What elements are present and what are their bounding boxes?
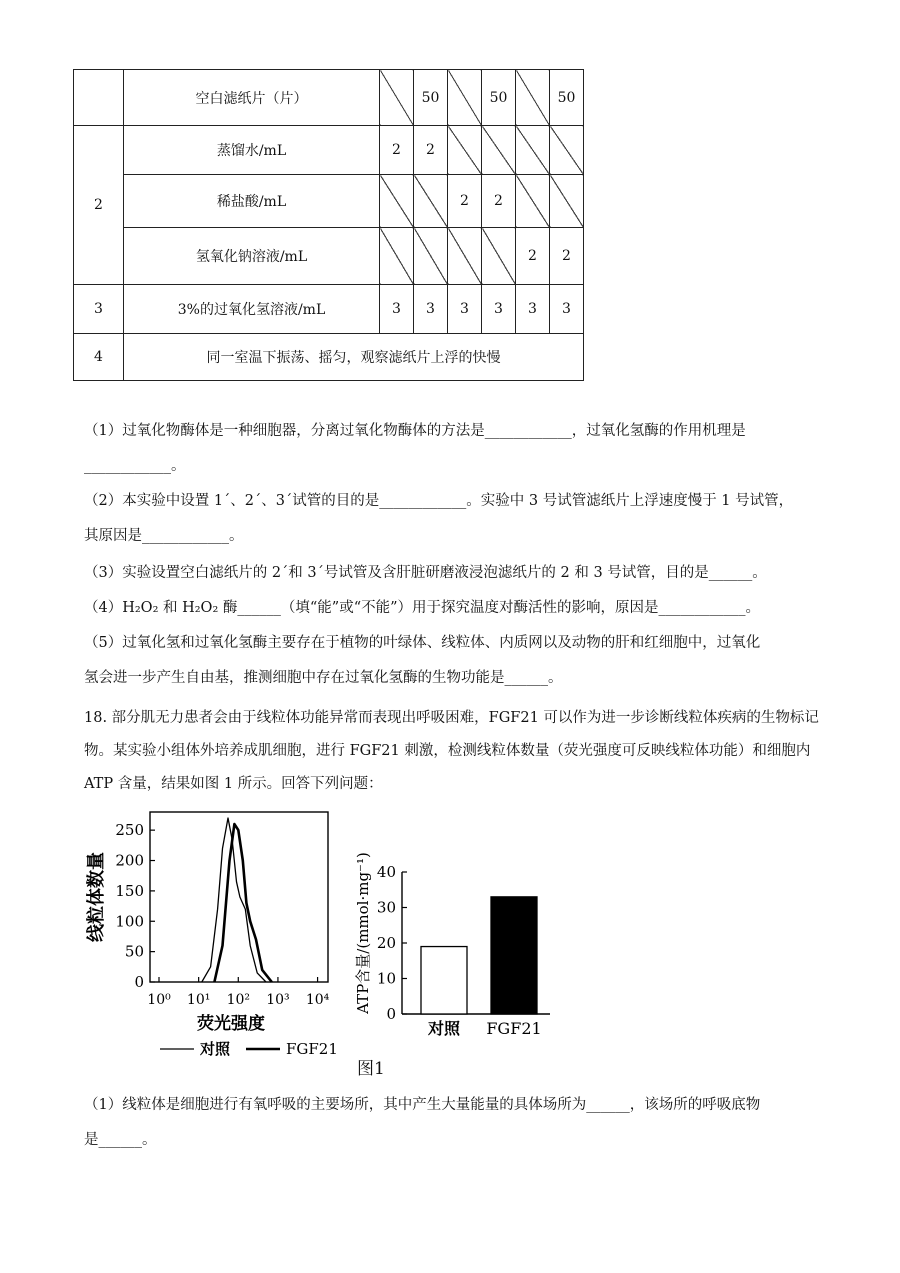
step-cell: 4 xyxy=(74,334,124,381)
y-tick-label: 0 xyxy=(134,973,144,991)
experiment-table xyxy=(73,69,584,381)
q17-4: （4）H₂O₂ 和 H₂O₂ 酶______（填“能”或“不能”）用于探究温度对酶活性的影响，原因是____________。 xyxy=(84,600,761,616)
y-tick-label: 10 xyxy=(376,969,396,988)
empty-cell xyxy=(482,126,516,175)
bar-对照 xyxy=(421,947,467,1014)
reagent-label: 稀盐酸/mL xyxy=(124,175,380,228)
category-label: 对照 xyxy=(427,1019,461,1038)
value-cell: 3 xyxy=(414,285,448,334)
x-tick-label: 10² xyxy=(226,992,251,1008)
y-tick-label: 30 xyxy=(376,898,396,917)
empty-cell xyxy=(448,228,482,285)
table-row xyxy=(74,126,584,175)
empty-cell xyxy=(516,175,550,228)
y-tick-label: 250 xyxy=(115,821,144,840)
q17-2-line1: （2）本实验中设置 1´、2´、3´试管的目的是____________。实验中 3 号试管滤纸片上浮速度慢于 1 号试管， xyxy=(84,493,794,509)
empty-cell xyxy=(414,175,448,228)
q17-2-line2: 其原因是____________。 xyxy=(84,528,244,544)
empty-cell xyxy=(380,228,414,285)
reagent-label: 空白滤纸片（片） xyxy=(124,70,380,126)
empty-cell xyxy=(414,228,448,285)
table-row xyxy=(74,334,584,381)
empty-cell xyxy=(380,70,414,126)
empty-cell xyxy=(516,126,550,175)
y-tick-label: 200 xyxy=(115,851,144,870)
x-tick-label: 10³ xyxy=(266,992,290,1008)
legend-label: 对照 xyxy=(200,1040,231,1058)
value-cell: 2 xyxy=(482,175,516,228)
bar-FGF21 xyxy=(491,897,537,1014)
table-row xyxy=(74,228,584,285)
step-cell xyxy=(74,70,124,126)
value-cell: 2 xyxy=(380,126,414,175)
q17-3: （3）实验设置空白滤纸片的 2´和 3´号试管及含肝脏研磨液浸泡滤纸片的 2 和 3 号试管，目的是______。 xyxy=(84,565,767,581)
bar-chart-svg xyxy=(352,846,552,1046)
q17-5-line2: 氢会进一步产生自由基，推测细胞中存在过氧化氢酶的生物功能是______。 xyxy=(84,670,563,686)
figure-caption: 图1 xyxy=(357,1059,385,1079)
q17-1-line1: （1）过氧化物酶体是一种细胞器，分离过氧化物酶体的方法是____________，过氧化氢酶的作用机理是 xyxy=(84,423,746,439)
empty-cell xyxy=(380,175,414,228)
value-cell: 3 xyxy=(482,285,516,334)
mitochondria-fluorescence-chart xyxy=(76,806,346,1070)
x-tick-label: 10⁰ xyxy=(147,992,171,1008)
y-tick-label: 20 xyxy=(376,934,396,952)
empty-cell xyxy=(516,70,550,126)
value-cell: 50 xyxy=(414,70,448,126)
legend-label: FGF21 xyxy=(286,1040,338,1058)
reagent-label: 同一室温下振荡、摇匀，观察滤纸片上浮的快慢 xyxy=(124,334,584,381)
y-axis-label: ATP含量/(mmol·mg⁻¹) xyxy=(354,852,372,1014)
reagent-label: 氢氧化钠溶液/mL xyxy=(124,228,380,285)
x-axis-label: 荧光强度 xyxy=(197,1014,265,1034)
q18-1-line2: 是______。 xyxy=(84,1132,157,1148)
reagent-label: 3%的过氧化氢溶液/mL xyxy=(124,285,380,334)
value-cell: 3 xyxy=(550,285,584,334)
value-cell: 2 xyxy=(516,228,550,285)
empty-cell xyxy=(448,126,482,175)
q18-stem: 18. 部分肌无力患者会由于线粒体功能异常而表现出呼吸困难，FGF21 可以作为进一步诊断线粒体疾病的生物标记物。某实验小组体外培养成肌细胞，进行 FGF21 刺激，检测线粒体数量（荧光强度可反映线粒体功能）和细胞内 ATP 含量，结果如图 1 所示。回答下列问题： xyxy=(84,710,819,792)
y-tick-label: 40 xyxy=(376,863,396,881)
value-cell: 2 xyxy=(448,175,482,228)
category-label: FGF21 xyxy=(486,1019,542,1038)
y-tick-label: 150 xyxy=(115,881,144,900)
series-line-对照 xyxy=(202,818,266,982)
empty-cell xyxy=(448,70,482,126)
y-tick-label: 50 xyxy=(124,942,144,961)
value-cell: 50 xyxy=(550,70,584,126)
empty-cell xyxy=(550,126,584,175)
q17-5-line1: （5）过氧化氢和过氧化氢酶主要存在于植物的叶绿体、线粒体、内质网以及动物的肝和红细胞中，过氧化 xyxy=(84,635,761,651)
step-cell: 2 xyxy=(74,126,124,285)
value-cell: 2 xyxy=(550,228,584,285)
table-row xyxy=(74,70,584,126)
reagent-label: 蒸馏水/mL xyxy=(124,126,380,175)
value-cell: 3 xyxy=(516,285,550,334)
value-cell: 3 xyxy=(448,285,482,334)
x-tick-label: 10⁴ xyxy=(305,992,330,1008)
q17-1-line2: ____________。 xyxy=(84,458,186,474)
table-row xyxy=(74,285,584,334)
empty-cell xyxy=(482,228,516,285)
y-axis-label: 线粒体数量 xyxy=(86,852,107,942)
table-row xyxy=(74,175,584,228)
step-cell: 3 xyxy=(74,285,124,334)
y-tick-label: 100 xyxy=(115,912,144,931)
value-cell: 50 xyxy=(482,70,516,126)
q18-1-line1: （1）线粒体是细胞进行有氧呼吸的主要场所，其中产生大量能量的具体场所为______，该场所的呼吸底物 xyxy=(84,1097,761,1113)
value-cell: 2 xyxy=(414,126,448,175)
atp-content-chart xyxy=(352,846,552,1050)
y-tick-label: 0 xyxy=(386,1005,396,1023)
x-tick-label: 10¹ xyxy=(186,992,211,1008)
value-cell: 3 xyxy=(380,285,414,334)
empty-cell xyxy=(550,175,584,228)
line-chart-svg xyxy=(76,806,346,1066)
